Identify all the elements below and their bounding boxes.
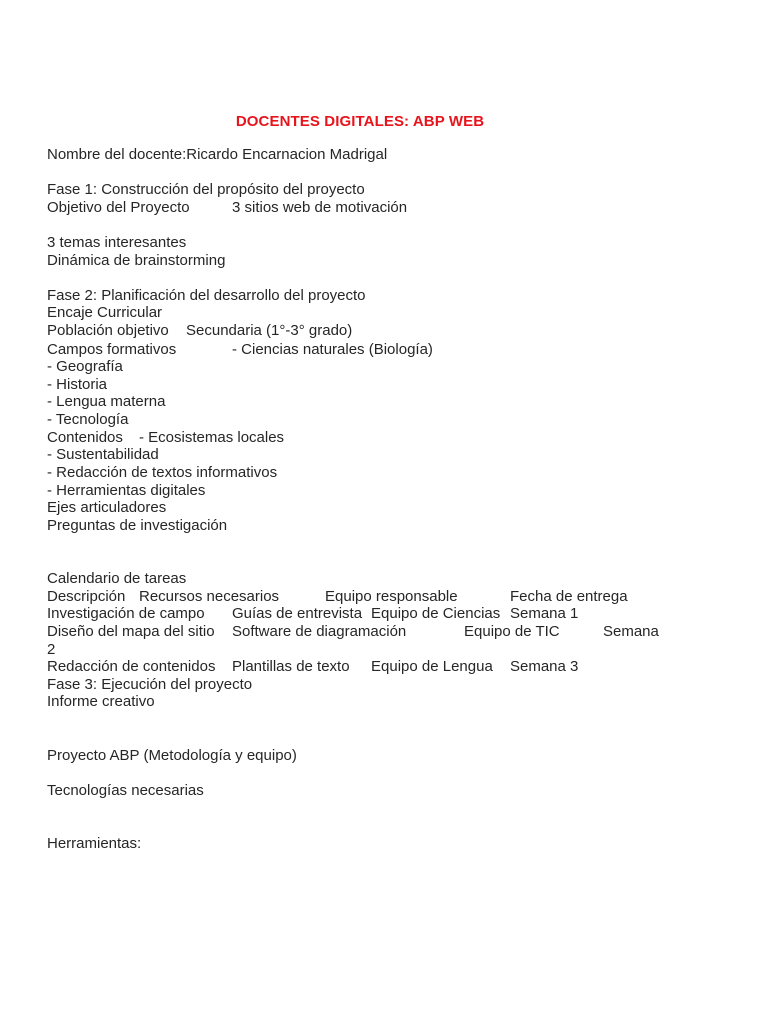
report-label: Informe creativo xyxy=(47,693,155,710)
population-label: Población objetivo xyxy=(47,322,169,339)
calendar-cell: Semana 1 xyxy=(510,605,579,622)
phase1-item: 3 temas interesantes xyxy=(47,234,187,251)
document-title: DOCENTES DIGITALES: ABP WEB xyxy=(235,113,485,130)
field-item: - Lengua materna xyxy=(47,393,166,410)
calendar-cell: Equipo de TIC xyxy=(464,623,560,640)
calendar-cell: Diseño del mapa del sitio xyxy=(47,623,215,640)
calendar-cell: Semana xyxy=(603,623,659,640)
calendar-cell: Semana 3 xyxy=(510,658,579,675)
calendar-cell: Equipo de Lengua xyxy=(371,658,493,675)
phase2-heading: Fase 2: Planificación del desarrollo del proyecto xyxy=(47,287,366,304)
calendar-cell: Redacción de contenidos xyxy=(47,658,216,675)
curricular-fit: Encaje Curricular xyxy=(47,304,163,321)
teacher-name-line: Nombre del docente:Ricardo Encarnacion Madrigal xyxy=(47,146,388,163)
objective-label: Objetivo del Proyecto xyxy=(47,199,190,216)
phase3-heading: Fase 3: Ejecución del proyecto xyxy=(47,676,253,693)
content-item: - Sustentabilidad xyxy=(47,446,159,463)
calendar-cell: Investigación de campo xyxy=(47,605,205,622)
phase1-item: Dinámica de brainstorming xyxy=(47,252,226,269)
calendar-cell: Software de diagramación xyxy=(232,623,407,640)
calendar-cell: Plantillas de texto xyxy=(232,658,350,675)
contents-label: Contenidos xyxy=(47,429,123,446)
calendar-column-header: Descripción xyxy=(47,588,126,605)
tools-label: Herramientas: xyxy=(47,835,142,852)
technologies-label: Tecnologías necesarias xyxy=(47,782,204,799)
calendar-heading: Calendario de tareas xyxy=(47,570,187,587)
population-value: Secundaria (1°-3° grado) xyxy=(186,322,353,339)
content-item: - Herramientas digitales xyxy=(47,482,206,499)
calendar-cell-wrap: 2 xyxy=(47,641,56,658)
content-item: - Ecosistemas locales xyxy=(139,429,285,446)
calendar-column-header: Equipo responsable xyxy=(325,588,458,605)
field-item: - Tecnología xyxy=(47,411,129,428)
project-abp-label: Proyecto ABP (Metodología y equipo) xyxy=(47,747,297,764)
calendar-cell: Equipo de Ciencias xyxy=(371,605,501,622)
objective-value: 3 sitios web de motivación xyxy=(232,199,408,216)
calendar-cell: Guías de entrevista xyxy=(232,605,363,622)
questions-label: Preguntas de investigación xyxy=(47,517,228,534)
field-item: - Geografía xyxy=(47,358,123,375)
phase1-heading: Fase 1: Construcción del propósito del proyecto xyxy=(47,181,365,198)
fields-label: Campos formativos xyxy=(47,341,177,358)
axes-label: Ejes articuladores xyxy=(47,499,167,516)
calendar-column-header: Fecha de entrega xyxy=(510,588,628,605)
field-item: - Ciencias naturales (Biología) xyxy=(232,341,433,358)
field-item: - Historia xyxy=(47,376,108,393)
content-item: - Redacción de textos informativos xyxy=(47,464,278,481)
calendar-column-header: Recursos necesarios xyxy=(139,588,280,605)
